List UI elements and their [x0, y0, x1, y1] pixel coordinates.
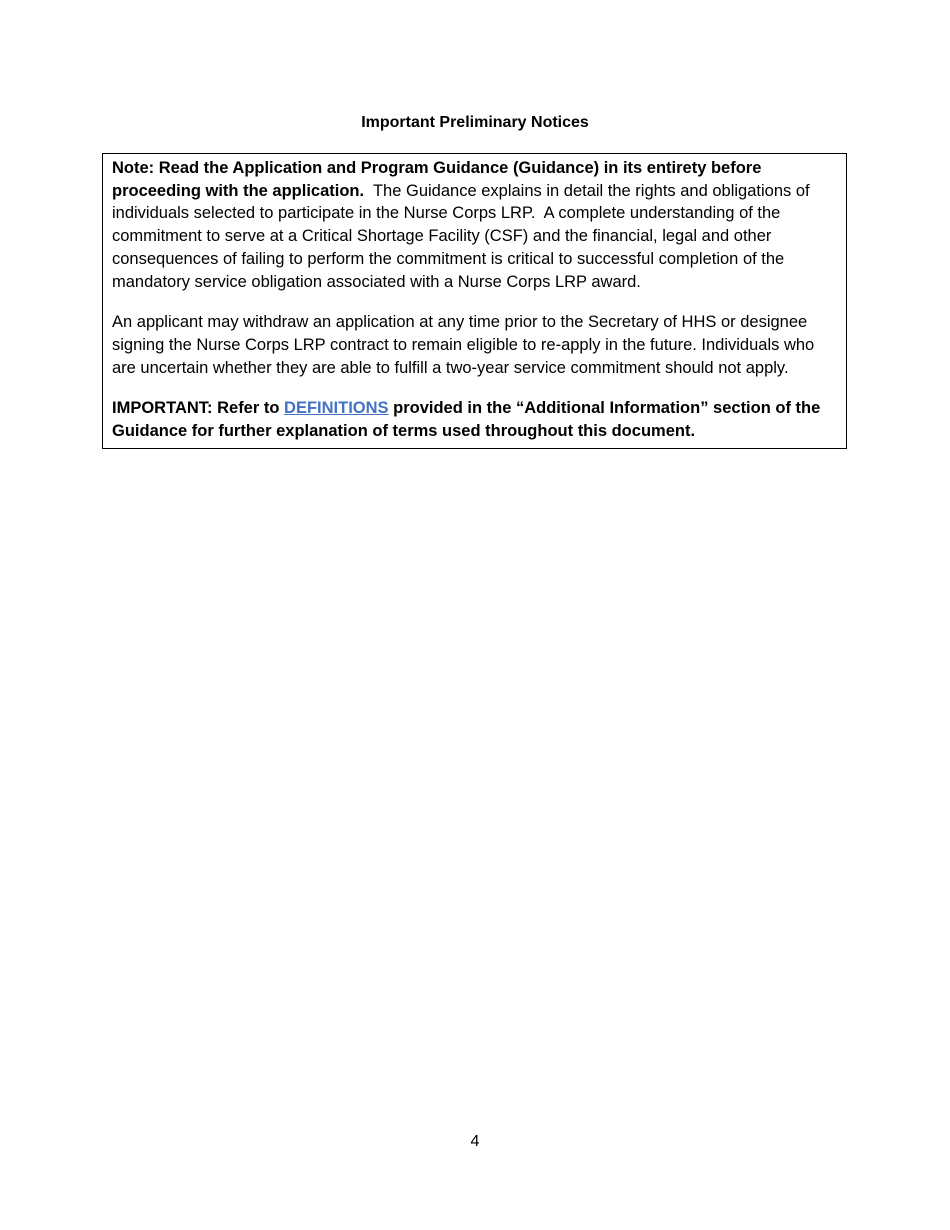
important-prefix-text: IMPORTANT: Refer to	[112, 399, 285, 418]
note-bold-text: Note: Read the Application and Program Guidance (Guidance) in its entirety before proceeding with the application.	[112, 159, 762, 200]
notice-paragraph-note	[112, 157, 836, 293]
definitions-link[interactable]: DEFINITIONS	[284, 399, 389, 418]
page-title: Important Preliminary Notices	[361, 114, 589, 131]
important-suffix-text: provided in the “Additional Information” section of the Guidance for further explanation of terms used throughout this document.	[112, 399, 825, 441]
note-body-text: The Guidance explains in detail the rights and obligations of individuals selected to participate in the Nurse Corps LRP. A complete understanding of the commitment to serve at a Critical Shortage Facility (CSF) and the financial, legal and other consequences of failing to perform the commitment is critical to successful completion of the mandatory service obligation associated with a Nurse Corps LRP award.	[112, 181, 815, 291]
page-number: 4	[470, 1133, 480, 1150]
notice-paragraph-important	[112, 397, 836, 442]
notice-paragraph-withdraw: An applicant may withdraw an application at any time prior to the Secretary of HHS or designee signing the Nurse Corps LRP contract to remain eligible to re-apply in the future. Individuals who are uncertain whether they are able to fulfill a two-year service commitment should not apply.	[112, 313, 815, 377]
notice-box	[102, 153, 847, 449]
